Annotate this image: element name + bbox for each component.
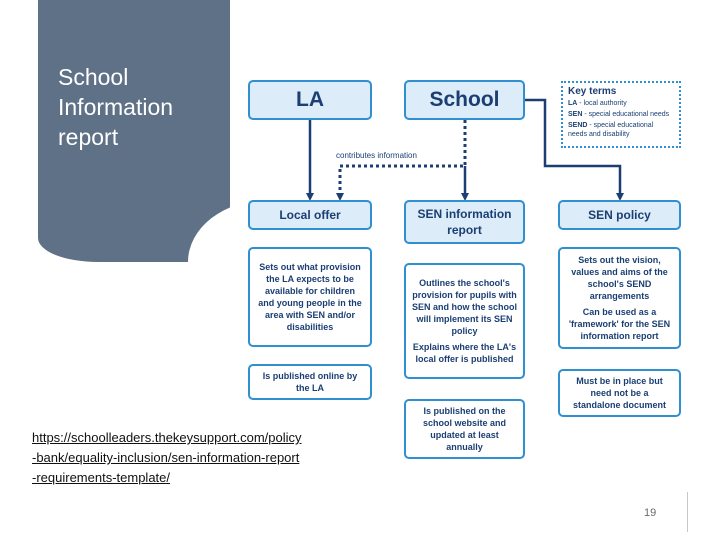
local-offer-box: Local offer [248,200,372,230]
key-terms-box [561,81,681,148]
school-header-box: School [404,80,525,120]
sen-policy-requirement: Must be in place but need not be a standalone document [558,369,681,417]
divider-line [687,492,688,532]
sen-policy-framework-note: Can be used as a 'framework' for the SEN information report [568,307,671,341]
key-term: SEND - special educational needs and disability [568,122,654,138]
sen-policy-description-box [558,247,681,349]
sen-policy-box: SEN policy [558,200,681,230]
sen-report-description: Outlines the school's provision for pupils with SEN and how the school will implement its SEN policy [411,278,517,336]
local-offer-description: Sets out what provision the LA expects to be available for children and young people in the area with SEN and/or disabilities [248,247,372,347]
page-number: 19 [644,507,657,519]
key-terms-title: Key terms [568,86,617,97]
sen-report-published: Is published on the school website and updated at least annually [404,399,525,459]
sen-policy-description: Sets out the vision, values and aims of the school's SEND arrangements [571,255,668,301]
local-offer-published: Is published online by the LA [248,364,372,400]
la-header-box: LA [248,80,372,120]
key-term: SEN - special educational needs [568,111,670,118]
sen-report-local-offer-note: Explains where the LA's local offer is published [412,342,517,364]
sen-report-description-box [404,263,525,379]
sen-information-report-box: SEN information report [404,200,525,244]
source-url-link[interactable]: https://schoolleaders.thekeysupport.com/policy -bank/equality-inclusion/sen-information-report -requirements-template/ [32,430,302,485]
key-term: LA - local authority [568,100,627,107]
slide-title: School Information report [58,64,174,150]
contributes-information-label: contributes information [336,151,417,160]
